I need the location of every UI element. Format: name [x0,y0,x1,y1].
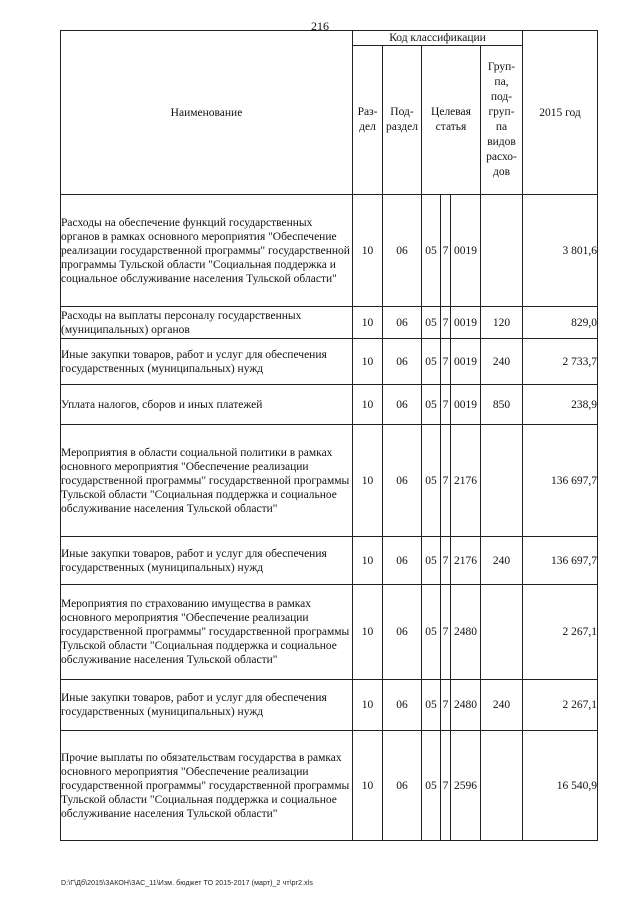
table-row [61,425,598,537]
row-article-b: 7 [441,731,451,841]
row-article-a: 05 [422,195,441,307]
row-section: 10 [353,680,383,731]
row-article-a: 05 [422,585,441,680]
row-article-b: 7 [441,537,451,585]
row-name: Мероприятия в области социальной политики в рамках основного мероприятия "Обеспечение реализации государственной программы" государственной программы Тульской области "Социальная поддержка и социальное обслуживание населения Тульской области" [61,425,353,537]
row-name: Уплата налогов, сборов и иных платежей [61,385,353,425]
row-amount: 829,0 [523,307,598,339]
row-amount: 238,9 [523,385,598,425]
row-section: 10 [353,425,383,537]
row-article-b: 7 [441,339,451,385]
header-target-article-text: Целевая статья [431,106,471,133]
row-article-b: 7 [441,385,451,425]
footer-file-path: D:\Г\Дб\2015\ЗАКОН\ЗАС_11\Изм. бюджет ТО 2015-2017 (март)_2 чт\pr2.xls [61,880,313,887]
row-section: 10 [353,385,383,425]
row-article-a: 05 [422,680,441,731]
header-subsection-text: Под- раздел [386,106,418,133]
row-name: Прочие выплаты по обязательствам государства в рамках основного мероприятия "Обеспечение реализации государственной программы" государственной программы Тульской области "Социальная поддержка и социальное обслуживание населения Тульской области" [61,731,353,841]
row-article-c: 0019 [451,195,481,307]
header-year: 2015 год [523,31,598,195]
row-group [481,195,523,307]
row-section: 10 [353,537,383,585]
header-section-text: Раз- дел [357,106,378,133]
row-group [481,585,523,680]
page-number: 216 [311,19,329,33]
row-subsection: 06 [383,339,422,385]
row-amount: 2 267,1 [523,680,598,731]
header-section [353,46,383,195]
row-amount: 136 697,7 [523,425,598,537]
row-amount: 136 697,7 [523,537,598,585]
row-group: 240 [481,680,523,731]
row-article-a: 05 [422,731,441,841]
row-amount: 2 733,7 [523,339,598,385]
row-section: 10 [353,307,383,339]
row-section: 10 [353,195,383,307]
table-row [61,195,598,307]
header-subsection [383,46,422,195]
row-name: Иные закупки товаров, работ и услуг для обеспечения государственных (муниципальных) нужд [61,680,353,731]
row-group [481,425,523,537]
row-article-c: 0019 [451,339,481,385]
row-article-a: 05 [422,537,441,585]
row-article-c: 2596 [451,731,481,841]
row-subsection: 06 [383,537,422,585]
row-article-b: 7 [441,195,451,307]
table-row [61,680,598,731]
row-article-b: 7 [441,680,451,731]
row-group: 120 [481,307,523,339]
row-article-a: 05 [422,339,441,385]
header-row [61,31,598,46]
row-section: 10 [353,585,383,680]
row-name: Иные закупки товаров, работ и услуг для обеспечения государственных (муниципальных) нужд [61,339,353,385]
row-subsection: 06 [383,425,422,537]
row-article-b: 7 [441,307,451,339]
row-group: 240 [481,537,523,585]
header-classification: Код классификации [353,31,523,46]
row-subsection: 06 [383,585,422,680]
row-amount: 16 540,9 [523,731,598,841]
row-section: 10 [353,339,383,385]
header-name: Наименование [61,31,353,195]
row-amount: 2 267,1 [523,585,598,680]
row-subsection: 06 [383,731,422,841]
row-subsection: 06 [383,385,422,425]
row-article-c: 0019 [451,385,481,425]
table-row [61,339,598,385]
row-name: Мероприятия по страхованию имущества в рамках основного мероприятия "Обеспечение реализации государственной программы" государственной программы Тульской области "Социальная поддержка и социальное обслуживание населения Тульской области" [61,585,353,680]
table-row [61,537,598,585]
table-row [61,585,598,680]
row-subsection: 06 [383,195,422,307]
row-article-c: 0019 [451,307,481,339]
table-row [61,307,598,339]
budget-table [60,30,598,841]
header-target-article [422,46,481,195]
row-article-a: 05 [422,307,441,339]
row-article-c: 2480 [451,585,481,680]
row-name: Иные закупки товаров, работ и услуг для обеспечения государственных (муниципальных) нужд [61,537,353,585]
row-article-c: 2480 [451,680,481,731]
row-article-b: 7 [441,425,451,537]
row-article-a: 05 [422,425,441,537]
row-section: 10 [353,731,383,841]
row-amount: 3 801,6 [523,195,598,307]
row-group: 240 [481,339,523,385]
row-article-c: 2176 [451,425,481,537]
row-subsection: 06 [383,307,422,339]
row-name: Расходы на обеспечение функций государственных органов в рамках основного мероприятия "Обеспечение реализации государственной программы" государственной программы Тульской области "Социальная поддержка и социальное обслуживание населения Тульской области" [61,195,353,307]
table-row [61,731,598,841]
row-group [481,731,523,841]
row-article-a: 05 [422,385,441,425]
row-article-c: 2176 [451,537,481,585]
header-expense-group [481,46,523,195]
row-group: 850 [481,385,523,425]
row-article-b: 7 [441,585,451,680]
table-row [61,385,598,425]
row-subsection: 06 [383,680,422,731]
row-name: Расходы на выплаты персоналу государственных (муниципальных) органов [61,307,353,339]
header-expense-group-text: Груп- па, под- груп- па видов расхо- дов [486,61,517,178]
